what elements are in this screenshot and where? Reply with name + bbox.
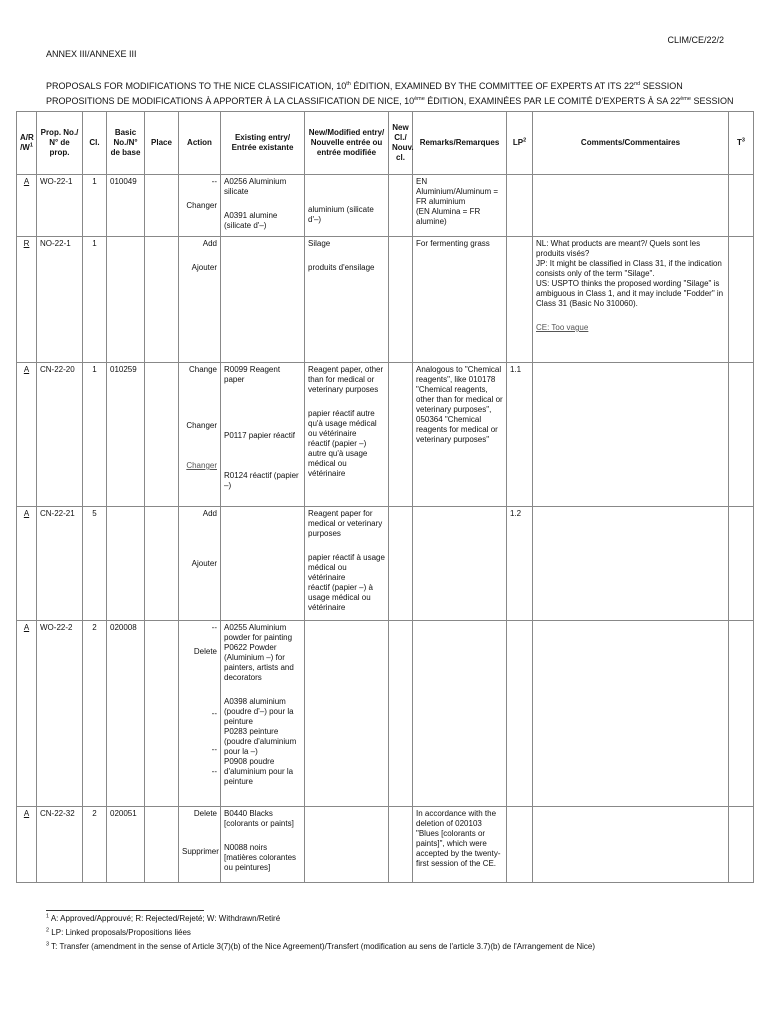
comment-text: CE: Too vague bbox=[536, 323, 589, 332]
existing-entry-cell bbox=[221, 621, 305, 807]
basic-number-cell: 010049 bbox=[107, 175, 145, 237]
entry-text: B0440 Blacks [colorants or paints] bbox=[224, 809, 294, 828]
place-cell bbox=[145, 175, 179, 237]
footnote-3: $^3$ T: Transfer (amendment in the sense of Article 3(7)(b) of the Nice Agreement)/Transfert (modification au sens de l'article 3.7)(b) de l'Arrangement de Nice) bbox=[46, 941, 596, 951]
title-english: PROPOSALS FOR MODIFICATIONS TO THE NICE CLASSIFICATION, 10th ÉDITION, EXAMINED BY THE COMMITTEE OF EXPERTS AT ITS 22nd SESSION bbox=[46, 81, 683, 91]
entry-text: P0283 peinture (poudre d'aluminium pour la –) bbox=[224, 727, 297, 756]
status-cell: A bbox=[17, 621, 37, 807]
table-header-row bbox=[17, 112, 754, 175]
basic-number-cell: 020008 bbox=[107, 621, 145, 807]
entry-text: Silage bbox=[308, 239, 331, 248]
class-cell: 1 bbox=[83, 175, 107, 237]
transfer-cell bbox=[729, 807, 754, 883]
document-reference: CLIM/CE/22/2 bbox=[667, 35, 724, 45]
comment-text: US: USPTO thinks the proposed wording "Silage" is ambiguous in Class 1, and it may include "Fodder" in Class 31 (Basic No 310060). bbox=[536, 279, 724, 308]
place-cell bbox=[145, 807, 179, 883]
action-text: Add bbox=[202, 239, 217, 248]
header-new-class: New Cl./ Nouv. cl. bbox=[389, 112, 413, 175]
prop-number-cell: CN-22-32 bbox=[37, 807, 83, 883]
action-text: -- bbox=[211, 623, 217, 632]
entry-text: A0398 aluminium (poudre d'–) pour la peinture bbox=[224, 697, 294, 726]
transfer-cell bbox=[729, 363, 754, 507]
footnote-1: $^1$ A: Approved/Approuvé; R: Rejected/Rejeté; W: Withdrawn/Retiré bbox=[46, 913, 281, 923]
prop-number-cell: WO-22-1 bbox=[37, 175, 83, 237]
entry-text: P0117 papier réactif bbox=[224, 431, 296, 440]
status-cell: A bbox=[17, 175, 37, 237]
new-class-cell bbox=[389, 175, 413, 237]
action-cell bbox=[179, 237, 221, 363]
header-comments: Comments/Commentaires bbox=[533, 112, 729, 175]
action-text: -- bbox=[211, 177, 217, 186]
remark-text: Analogous to "Chemical reagents", like 010178 "Chemical reagents, other than for medical or veterinary purposes", 050364 "Chemical reagents for medical or veterinary purposes" bbox=[416, 365, 503, 444]
new-entry-cell bbox=[305, 807, 389, 883]
transfer-cell bbox=[729, 175, 754, 237]
comment-text: JP: It might be classified in Class 31, if the indication consists only of the term "Silage". bbox=[536, 259, 722, 278]
annex-label: ANNEX III/ANNEXE III bbox=[46, 49, 137, 59]
header-remarks: Remarks/Remarques bbox=[413, 112, 507, 175]
entry-text: R0124 réactif (papier –) bbox=[224, 471, 299, 490]
entry-text: N0088 noirs [matières colorantes ou peintures] bbox=[224, 843, 297, 872]
title-french: PROPOSITIONS DE MODIFICATIONS À APPORTER À LA CLASSIFICATION DE NICE, 10ème ÉDITION, EXAMINÉES PAR LE COMITÉ D'EXPERTS À SA 22ème SESSION bbox=[46, 96, 734, 106]
header-lp: $LP^2$ bbox=[507, 112, 533, 175]
action-text: Supprimer bbox=[182, 847, 219, 856]
header-new-entry: New/Modified entry/ Nouvelle entrée ou entrée modifiée bbox=[305, 112, 389, 175]
place-cell bbox=[145, 507, 179, 621]
table-row bbox=[17, 237, 754, 363]
new-class-cell bbox=[389, 807, 413, 883]
remarks-cell bbox=[413, 237, 507, 363]
class-cell: 2 bbox=[83, 621, 107, 807]
remarks-cell bbox=[413, 363, 507, 507]
footnote-separator bbox=[46, 910, 204, 911]
comments-cell bbox=[533, 237, 729, 363]
table-row bbox=[17, 807, 754, 883]
basic-number-cell bbox=[107, 507, 145, 621]
entry-text: Reagent paper, other than for medical or veterinary purposes bbox=[308, 365, 384, 394]
existing-entry-cell bbox=[221, 363, 305, 507]
table-row bbox=[17, 363, 754, 507]
entry-text: papier réactif autre qu'à usage médical ou vétérinaire bbox=[308, 409, 377, 438]
entry-text: réactif (papier –) à usage médical ou vétérinaire bbox=[308, 583, 373, 612]
new-entry-cell bbox=[305, 621, 389, 807]
action-text: Add bbox=[202, 509, 217, 518]
entry-text: réactif (papier –) autre qu'à usage médical ou vétérinaire bbox=[308, 439, 368, 478]
remark-text: (EN Alumina = FR alumine) bbox=[416, 207, 481, 226]
transfer-cell bbox=[729, 507, 754, 621]
class-cell: 2 bbox=[83, 807, 107, 883]
entry-text: R0099 Reagent paper bbox=[224, 365, 281, 384]
prop-number-cell: WO-22-2 bbox=[37, 621, 83, 807]
class-cell: 5 bbox=[83, 507, 107, 621]
class-cell: 1 bbox=[83, 237, 107, 363]
comments-cell bbox=[533, 807, 729, 883]
transfer-cell bbox=[729, 621, 754, 807]
entry-text: A0255 Aluminium powder for painting bbox=[224, 623, 293, 642]
comments-cell bbox=[533, 175, 729, 237]
transfer-cell bbox=[729, 237, 754, 363]
lp-cell bbox=[507, 237, 533, 363]
remarks-cell bbox=[413, 621, 507, 807]
lp-cell bbox=[507, 175, 533, 237]
action-text: Change bbox=[188, 365, 217, 374]
header-basic-no: Basic No./N° de base bbox=[107, 112, 145, 175]
remarks-cell bbox=[413, 507, 507, 621]
new-entry-cell bbox=[305, 175, 389, 237]
header-existing-entry: Existing entry/ Entrée existante bbox=[221, 112, 305, 175]
status-cell: R bbox=[17, 237, 37, 363]
status-cell: A bbox=[17, 363, 37, 507]
existing-entry-cell bbox=[221, 175, 305, 237]
prop-number-cell: NO-22-1 bbox=[37, 237, 83, 363]
entry-text: P0908 poudre d'aluminium pour la peinture bbox=[224, 757, 294, 786]
comments-cell bbox=[533, 621, 729, 807]
basic-number-cell bbox=[107, 237, 145, 363]
existing-entry-cell bbox=[221, 507, 305, 621]
action-text: Ajouter bbox=[191, 263, 217, 272]
place-cell bbox=[145, 621, 179, 807]
comments-cell bbox=[533, 363, 729, 507]
action-cell bbox=[179, 507, 221, 621]
header-class: Cl. bbox=[83, 112, 107, 175]
header-place: Place bbox=[145, 112, 179, 175]
action-text: -- bbox=[211, 745, 217, 754]
footnote-2: $^2$ LP: Linked proposals/Propositions liées bbox=[46, 927, 191, 937]
prop-number-cell: CN-22-21 bbox=[37, 507, 83, 621]
action-text: Delete bbox=[193, 809, 217, 818]
existing-entry-cell bbox=[221, 807, 305, 883]
new-class-cell bbox=[389, 621, 413, 807]
action-cell bbox=[179, 621, 221, 807]
lp-cell: 1.1 bbox=[507, 363, 533, 507]
new-entry-cell bbox=[305, 363, 389, 507]
action-cell bbox=[179, 363, 221, 507]
new-entry-cell bbox=[305, 237, 389, 363]
action-text: -- bbox=[211, 709, 217, 718]
table-row bbox=[17, 175, 754, 237]
lp-cell bbox=[507, 621, 533, 807]
action-text: Changer bbox=[186, 461, 217, 470]
remarks-cell bbox=[413, 175, 507, 237]
comments-cell bbox=[533, 507, 729, 621]
lp-cell: 1.2 bbox=[507, 507, 533, 621]
comment-text: NL: What products are meant?/ Quels sont les produits visés? bbox=[536, 239, 701, 258]
remarks-cell bbox=[413, 807, 507, 883]
action-text: Changer bbox=[186, 421, 217, 430]
action-cell bbox=[179, 175, 221, 237]
table-row bbox=[17, 507, 754, 621]
place-cell bbox=[145, 363, 179, 507]
new-class-cell bbox=[389, 507, 413, 621]
prop-number-cell: CN-22-20 bbox=[37, 363, 83, 507]
entry-text: papier réactif à usage médical ou vétérinaire bbox=[308, 553, 385, 582]
remark-text: In accordance with the deletion of 020103 "Blues [colorants or paints]", which were accepted by the twenty-first session of the CE. bbox=[416, 809, 501, 868]
header-action: Action bbox=[179, 112, 221, 175]
existing-entry-cell bbox=[221, 237, 305, 363]
place-cell bbox=[145, 237, 179, 363]
status-cell: A bbox=[17, 507, 37, 621]
entry-text: P0622 Powder (Aluminium –) for painters, artists and decorators bbox=[224, 643, 294, 682]
action-text: Ajouter bbox=[191, 559, 217, 568]
header-transfer: $T^3$ bbox=[729, 112, 754, 175]
header-arw: A/R $/W^1$ bbox=[17, 112, 37, 175]
entry-text: A0256 Aluminium silicate bbox=[224, 177, 287, 196]
new-entry-cell bbox=[305, 507, 389, 621]
proposals-table bbox=[16, 111, 754, 883]
basic-number-cell: 020051 bbox=[107, 807, 145, 883]
class-cell: 1 bbox=[83, 363, 107, 507]
new-class-cell bbox=[389, 237, 413, 363]
action-cell bbox=[179, 807, 221, 883]
new-class-cell bbox=[389, 363, 413, 507]
header-prop: Prop. No./ N° de prop. bbox=[37, 112, 83, 175]
remark-text: EN Aluminium/Aluminum = FR aluminium bbox=[416, 177, 499, 206]
action-text: Changer bbox=[186, 201, 217, 210]
lp-cell bbox=[507, 807, 533, 883]
entry-text: aluminium (silicate d'–) bbox=[308, 205, 374, 224]
table-row bbox=[17, 621, 754, 807]
basic-number-cell: 010259 bbox=[107, 363, 145, 507]
entry-text: Reagent paper for medical or veterinary purposes bbox=[308, 509, 383, 538]
action-text: Delete bbox=[193, 647, 217, 656]
entry-text: A0391 alumine (silicate d'–) bbox=[224, 211, 278, 230]
entry-text: produits d'ensilage bbox=[308, 263, 375, 272]
action-text: -- bbox=[211, 767, 217, 776]
remark-text: For fermenting grass bbox=[416, 239, 490, 248]
status-cell: A bbox=[17, 807, 37, 883]
